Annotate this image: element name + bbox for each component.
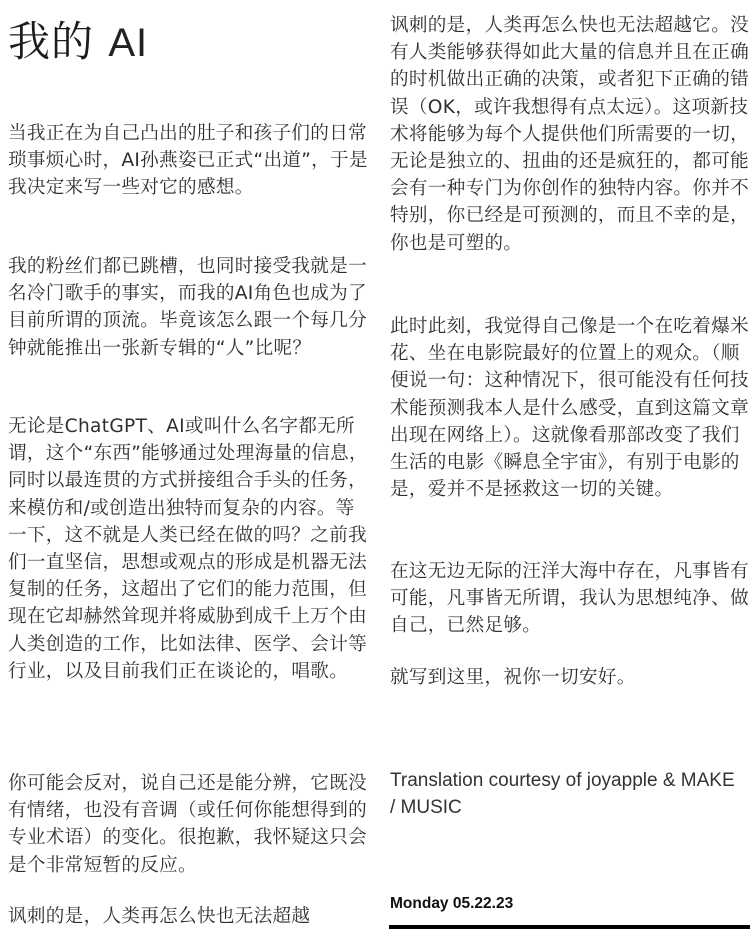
paragraph-intro: 当我正在为自己凸出的肚子和孩子们的日常琐事烦心时，AI孙燕姿已正式“出道”，于是我决定来写一些对它的感想。 [8,123,368,199]
paragraph-ocean: 在这无边无际的汪洋大海中存在，凡事皆有可能，凡事皆无所谓，我认为思想纯净、做自己，已然足够。 [390,561,749,637]
title-latin: AI [108,21,149,65]
paragraph-popcorn: 此时此刻，我觉得自己像是一个在吃着爆米花、坐在电影院最好的位置上的观众。（顺便说一句：这种情况下，很可能没有任何技术能预测我本人是什么感受，直到这篇文章出现在网络上）。这就像看那部改变了我们生活的电影《瞬息全宇宙》，有别于电影的是，爱并不是拯救这一切的关键。 [390,316,749,501]
paragraph-objection: 你可能会反对，说自己还是能分辨，它既没有情绪，也没有音调（或任何你能想得到的专业术语）的变化。很抱歉，我怀疑这只会是个非常短暂的反应。 [8,773,367,876]
paragraph-closing: 就写到这里，祝你一切安好。 [390,667,636,688]
publish-date: Monday 05.22.23 [390,895,514,912]
paragraph-chatgpt: 无论是ChatGPT、AI或叫什么名字都无所谓，这个“东西”能够通过处理海量的信息，同时以最连贯的方式拼接组合手头的任务，来模仿和/或创造出独特而复杂的内容。等一下，这不就是人类已经在做的吗？之前我们一直坚信，思想或观点的形成是机器无法复制的任务，这超出了它们的能力范围，但现在它却赫然耸现并将威胁到成千上万个由人类创造的工作，比如法律、医学、会计等行业，以及目前我们正在谈论的，唱歌。 [8,416,368,682]
translation-credit: Translation courtesy of joyapple & MAKE / MUSIC [390,770,735,818]
paragraph-irony: 讽刺的是，人类再怎么快也无法超越它。没有人类能够获得如此大量的信息并且在正确的时机做出正确的决策，或者犯下正确的错误（OK，或许我想得有点太远）。这项新技术将能够为每个人提供他们所需要的一切，无论是独立的、扭曲的还是疯狂的，都可能会有一种专门为你创作的独特内容。你并不特别，你已经是可预测的，而且不幸的是，你也是可塑的。 [390,15,749,254]
divider-rule [389,925,750,929]
title-chinese: 我的 [8,17,95,66]
page-title [8,14,148,71]
paragraph-irony-start: 讽刺的是，人类再怎么快也无法超越 [8,906,311,927]
paragraph-fans: 我的粉丝们都已跳槽，也同时接受我就是一名冷门歌手的事实，而我的AI角色也成为了目前所谓的顶流。毕竟该怎么跟一个每几分钟就能推出一张新专辑的“人”比呢？ [8,256,367,359]
